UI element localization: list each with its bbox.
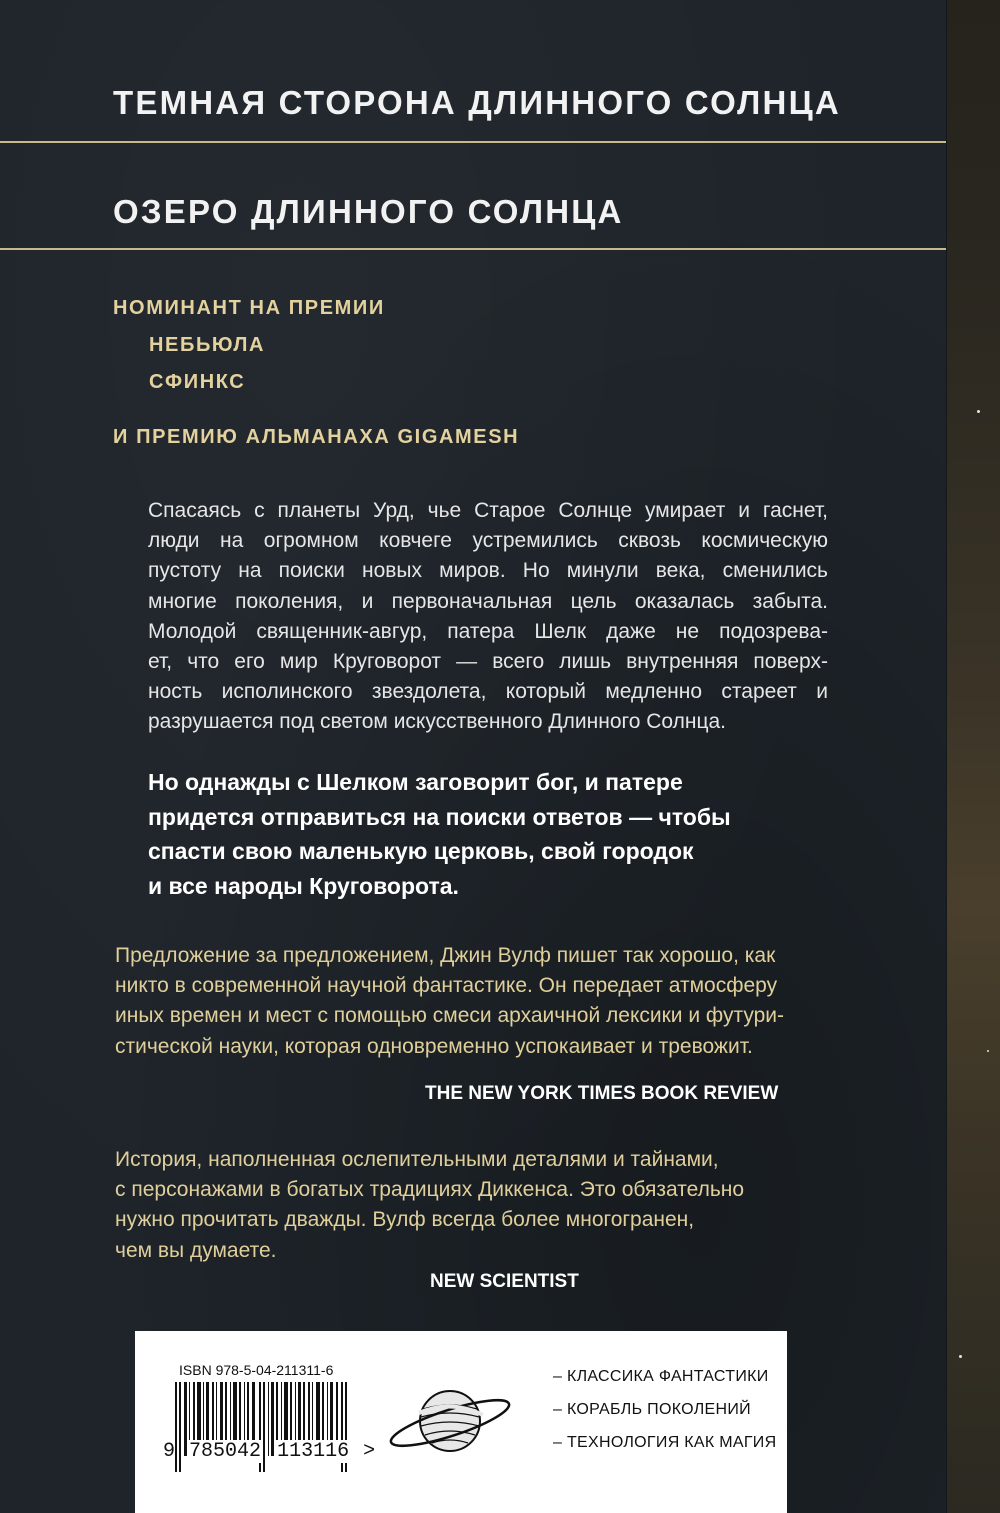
quote-line: История, наполненная ослепительными деталями и тайнами, bbox=[115, 1148, 719, 1171]
star-dot bbox=[987, 1050, 989, 1052]
genre-tag-generation-ship: – КОРАБЛЬ ПОКОЛЕНИЙ bbox=[553, 1401, 751, 1418]
description-line: пустоту на поиски новых миров. Но минули века, сменились bbox=[148, 559, 828, 583]
quote-line: нужно прочитать дважды. Вулф всегда более многогранен, bbox=[115, 1208, 695, 1232]
review-quote-new-scientist bbox=[115, 1145, 825, 1266]
barcode-digit-first: 9 bbox=[163, 1440, 176, 1463]
description-line: Молодой священник-авгур, патера Шелк даже не подозрева- bbox=[148, 619, 828, 643]
description-paragraph bbox=[148, 496, 828, 738]
description-line: ет, что его мир Круговорот — всего лишь внутренняя поверх- bbox=[148, 650, 828, 674]
series-title: ТЕМНАЯ СТОРОНА ДЛИННОГО СОЛНЦА bbox=[113, 84, 841, 121]
book-title: ОЗЕРО ДЛИННОГО СОЛНЦА bbox=[113, 193, 624, 230]
star-dot bbox=[959, 1355, 962, 1358]
spine-artwork-strip bbox=[946, 0, 1000, 1513]
barcode-panel bbox=[135, 1331, 787, 1513]
quote-line: с персонажами в богатых традициях Диккенса. Это обязательно bbox=[115, 1178, 745, 1202]
description-line: многие поколения, и первоначальная цель оказалась забыта. bbox=[148, 589, 828, 613]
title-divider bbox=[0, 141, 946, 143]
isbn-number: ISBN 978-5-04-211311-6 bbox=[179, 1362, 334, 1378]
description-line: разрушается под светом искусственного Длинного Солнца. bbox=[148, 710, 726, 734]
description-line: люди на огромном ковчеге устремились сквозь космическую bbox=[148, 529, 828, 553]
review-source-new-scientist: NEW SCIENTIST bbox=[430, 1271, 579, 1292]
saturn-logo-icon bbox=[385, 1371, 515, 1471]
award-gigamesh: И ПРЕМИЮ АЛЬМАНАХА GIGAMESH bbox=[113, 426, 520, 448]
awards-heading: НОМИНАНТ НА ПРЕМИИ bbox=[113, 297, 385, 319]
highlight-line: придется отправиться на поиски ответов — чтобы bbox=[148, 803, 731, 830]
genre-tag-classic: – КЛАССИКА ФАНТАСТИКИ bbox=[553, 1368, 769, 1385]
highlight-paragraph bbox=[148, 765, 808, 903]
quote-line: иных времен и мест с помощью смеси архаичной лексики и футури- bbox=[115, 1004, 784, 1028]
quote-line: Предложение за предложением, Джин Вулф пишет так хорошо, как bbox=[115, 944, 776, 967]
barcode-digits-right: 113116 bbox=[277, 1440, 350, 1463]
description-line: ность исполинского звездолета, который медленно стареет и bbox=[148, 680, 828, 704]
highlight-line: Но однажды с Шелком заговорит бог, и патере bbox=[148, 769, 683, 795]
description-line: Спасаясь с планеты Урд, чье Старое Солнце умирает и гаснет, bbox=[148, 499, 828, 522]
barcode-digits bbox=[163, 1440, 375, 1463]
highlight-line: и все народы Круговорота. bbox=[148, 872, 459, 899]
highlight-line: спасти свою маленькую церковь, свой городок bbox=[148, 838, 694, 864]
quote-line: стической науки, которая одновременно успокаивает и тревожит. bbox=[115, 1034, 753, 1058]
award-nebula: НЕБЬЮЛА bbox=[149, 334, 266, 356]
award-sphinx: СФИНКС bbox=[149, 371, 246, 393]
title-divider bbox=[0, 248, 946, 250]
star-dot bbox=[977, 410, 980, 413]
quote-line: никто в современной научной фантастике. Он передает атмосферу bbox=[115, 974, 778, 998]
review-source-nyt: THE NEW YORK TIMES BOOK REVIEW bbox=[425, 1083, 779, 1104]
quote-line: чем вы думаете. bbox=[115, 1238, 277, 1262]
barcode-digit-end: > bbox=[363, 1440, 376, 1463]
genre-tag-technology-magic: – ТЕХНОЛОГИЯ КАК МАГИЯ bbox=[553, 1434, 777, 1451]
barcode-digits-left: 785042 bbox=[189, 1440, 262, 1463]
review-quote-nyt bbox=[115, 941, 825, 1062]
